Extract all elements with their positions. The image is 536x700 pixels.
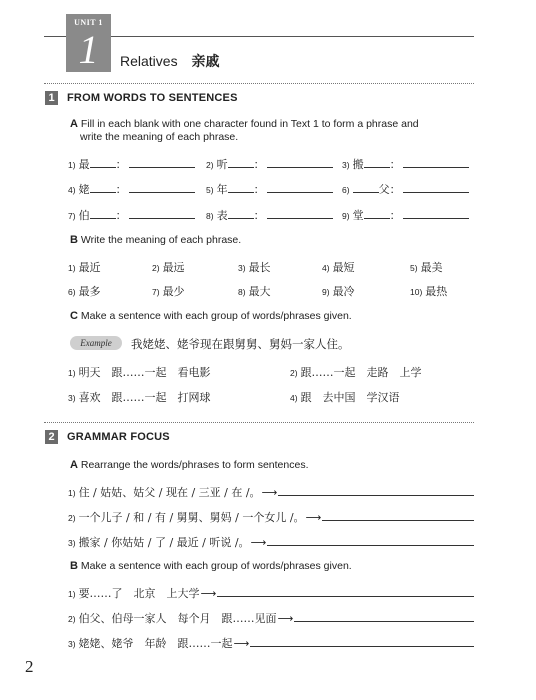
- phrase-item: [68, 259, 101, 275]
- item-number: 9): [322, 287, 330, 297]
- fill-in-item: [68, 207, 195, 223]
- item-number: 3): [68, 393, 76, 403]
- word-group-text: 跟 去中国 学汉语: [300, 391, 400, 404]
- word-group-item: [68, 364, 211, 380]
- meaning-blank[interactable]: [129, 157, 195, 168]
- phrase-item: [410, 259, 443, 275]
- section-number: 2: [45, 430, 58, 444]
- example-badge: Example: [70, 336, 122, 350]
- phrase-text: 最美: [420, 261, 443, 274]
- character-blank[interactable]: [228, 157, 254, 168]
- phrase-text: 最长: [248, 261, 271, 274]
- colon: ：: [389, 158, 401, 171]
- prompt-text: 姥姥、姥爷 年龄 跟……一起: [78, 637, 233, 650]
- word-group-text: 跟……一起 走路 上学: [300, 366, 422, 379]
- prompt-text: 住 / 姑姑、姑父 / 现在 / 三亚 / 在 /。: [78, 486, 261, 499]
- phrase-item: [152, 259, 185, 275]
- fill-in-item: [206, 181, 333, 197]
- colon: ：: [389, 209, 401, 222]
- item-number: 2): [206, 160, 214, 170]
- answer-item: [68, 635, 474, 651]
- fill-in-item: [68, 156, 195, 172]
- prompt-text: 要……了 北京 上大学: [78, 587, 200, 600]
- character-blank[interactable]: [364, 157, 390, 168]
- item-number: 6): [342, 185, 350, 195]
- character-blank[interactable]: [364, 208, 390, 219]
- meaning-blank[interactable]: [403, 182, 469, 193]
- item-character: 听: [216, 158, 228, 171]
- unit-badge: [66, 14, 111, 72]
- instruction-text: Fill in each blank with one character found in Text 1 to form a phrase and: [80, 118, 419, 130]
- unit-title: [120, 51, 219, 71]
- item-number: 8): [238, 287, 246, 297]
- item-number: 6): [68, 287, 76, 297]
- answer-line[interactable]: [322, 510, 474, 521]
- arrow-icon: ⟶: [305, 511, 322, 524]
- answer-item: [68, 509, 474, 525]
- item-number: 4): [322, 263, 330, 273]
- item-number: 3): [342, 160, 350, 170]
- prompt-text: 搬家 / 你姑姑 / 了 / 最近 / 听说 /。: [78, 536, 250, 549]
- arrow-icon: ⟶: [200, 587, 217, 600]
- instruction-text: Make a sentence with each group of words/phrases given.: [80, 310, 352, 322]
- answer-item: [68, 484, 474, 500]
- character-blank[interactable]: [228, 182, 254, 193]
- phrase-text: 最近: [78, 261, 101, 274]
- phrase-item: [238, 259, 271, 275]
- section-divider: [44, 422, 474, 423]
- character-blank[interactable]: [228, 208, 254, 219]
- unit-label: UNIT 1: [74, 18, 103, 27]
- phrase-text: 最远: [162, 261, 185, 274]
- meaning-blank[interactable]: [403, 208, 469, 219]
- item-character: 伯: [78, 209, 90, 222]
- arrow-icon: ⟶: [277, 612, 294, 625]
- answer-line[interactable]: [294, 611, 474, 622]
- part-letter: A: [70, 118, 78, 130]
- phrase-text: 最热: [425, 285, 448, 298]
- colon: ：: [115, 158, 127, 171]
- phrase-item: [68, 283, 101, 299]
- unit-title-cn: 亲戚: [191, 54, 220, 70]
- word-group-text: 明天 跟……一起 看电影: [78, 366, 211, 379]
- meaning-blank[interactable]: [129, 182, 195, 193]
- item-number: 5): [410, 263, 418, 273]
- part-letter: B: [70, 234, 78, 246]
- item-number: 2): [68, 513, 76, 523]
- colon: ：: [253, 209, 265, 222]
- section-divider: [44, 83, 474, 84]
- item-number: 5): [206, 185, 214, 195]
- meaning-blank[interactable]: [267, 157, 333, 168]
- fill-in-item: [342, 181, 469, 197]
- item-number: 4): [68, 185, 76, 195]
- character-blank[interactable]: [90, 208, 116, 219]
- phrase-text: 最短: [332, 261, 355, 274]
- answer-item: [68, 610, 474, 626]
- item-number: 1): [68, 589, 76, 599]
- item-character: 表: [216, 209, 228, 222]
- item-number: 1): [68, 488, 76, 498]
- instruction-1c: [70, 310, 352, 323]
- word-group-text: 喜欢 跟……一起 打网球: [78, 391, 211, 404]
- item-number: 9): [342, 211, 350, 221]
- item-number: 4): [290, 393, 298, 403]
- answer-line[interactable]: [250, 636, 474, 647]
- answer-line[interactable]: [278, 485, 474, 496]
- item-number: 1): [68, 263, 76, 273]
- page-number: 2: [25, 657, 34, 676]
- item-number: 2): [290, 368, 298, 378]
- arrow-icon: ⟶: [250, 536, 267, 549]
- instruction-text: Rearrange the words/phrases to form sentences.: [80, 459, 309, 471]
- colon: ：: [389, 183, 401, 196]
- item-number: 8): [206, 211, 214, 221]
- instruction-text: Make a sentence with each group of words/phrases given.: [80, 560, 352, 572]
- word-group-item: [290, 364, 422, 380]
- item-character: 搬: [352, 158, 364, 171]
- answer-line[interactable]: [217, 586, 474, 597]
- part-letter: B: [70, 560, 78, 572]
- item-character: 堂: [352, 209, 364, 222]
- meaning-blank[interactable]: [267, 182, 333, 193]
- arrow-icon: ⟶: [233, 637, 250, 650]
- item-number: 1): [68, 160, 76, 170]
- example-sentence: 我姥姥、姥爷现在跟舅舅、舅妈一家人住。: [131, 337, 350, 351]
- arrow-icon: ⟶: [261, 486, 278, 499]
- instruction-1a: [70, 118, 490, 144]
- instruction-2a: [70, 459, 309, 472]
- item-number: 10): [410, 287, 423, 297]
- section-title: GRAMMAR FOCUS: [67, 431, 170, 443]
- meaning-blank[interactable]: [403, 157, 469, 168]
- unit-title-en: Relatives: [120, 53, 178, 69]
- word-group-item: [68, 389, 211, 405]
- part-letter: C: [70, 310, 78, 322]
- word-group-item: [290, 389, 400, 405]
- phrase-text: 最多: [78, 285, 101, 298]
- item-number: 7): [152, 287, 160, 297]
- answer-line[interactable]: [267, 535, 474, 546]
- answer-item: [68, 585, 474, 601]
- instruction-2b: [70, 560, 352, 573]
- character-blank[interactable]: [90, 182, 116, 193]
- answer-item: [68, 534, 474, 550]
- item-character: 年: [216, 183, 228, 196]
- instruction-text: write the meaning of each phrase.: [80, 131, 239, 143]
- colon: ：: [115, 183, 127, 196]
- section-title: FROM WORDS TO SENTENCES: [67, 92, 238, 104]
- item-character: 父: [378, 183, 390, 196]
- phrase-item: [238, 283, 271, 299]
- fill-in-item: [68, 181, 195, 197]
- phrase-text: 最冷: [332, 285, 355, 298]
- colon: ：: [115, 209, 127, 222]
- unit-number: 1: [78, 27, 99, 72]
- section-number: 1: [45, 91, 58, 105]
- part-letter: A: [70, 459, 78, 471]
- item-number: 1): [68, 368, 76, 378]
- instruction-1b: [70, 234, 241, 247]
- character-blank[interactable]: [353, 182, 379, 193]
- prompt-text: 一个儿子 / 和 / 有 / 舅舅、舅妈 / 一个女儿 /。: [78, 511, 305, 524]
- phrase-item: [152, 283, 185, 299]
- phrase-item: [322, 283, 355, 299]
- item-number: 3): [68, 639, 76, 649]
- phrase-item: [322, 259, 355, 275]
- item-number: 3): [238, 263, 246, 273]
- phrase-text: 最大: [248, 285, 271, 298]
- fill-in-item: [342, 156, 469, 172]
- fill-in-item: [342, 207, 469, 223]
- meaning-blank[interactable]: [267, 208, 333, 219]
- fill-in-item: [206, 156, 333, 172]
- colon: ：: [253, 158, 265, 171]
- item-number: 2): [68, 614, 76, 624]
- item-number: 3): [68, 538, 76, 548]
- instruction-text: Write the meaning of each phrase.: [80, 234, 242, 246]
- item-character: 姥: [78, 183, 90, 196]
- phrase-text: 最少: [162, 285, 185, 298]
- character-blank[interactable]: [90, 157, 116, 168]
- item-number: 7): [68, 211, 76, 221]
- phrase-item: [410, 283, 447, 299]
- item-number: 2): [152, 263, 160, 273]
- fill-in-item: [206, 207, 333, 223]
- meaning-blank[interactable]: [129, 208, 195, 219]
- colon: ：: [253, 183, 265, 196]
- item-character: 最: [78, 158, 90, 171]
- prompt-text: 伯父、伯母一家人 每个月 跟……见面: [78, 612, 277, 625]
